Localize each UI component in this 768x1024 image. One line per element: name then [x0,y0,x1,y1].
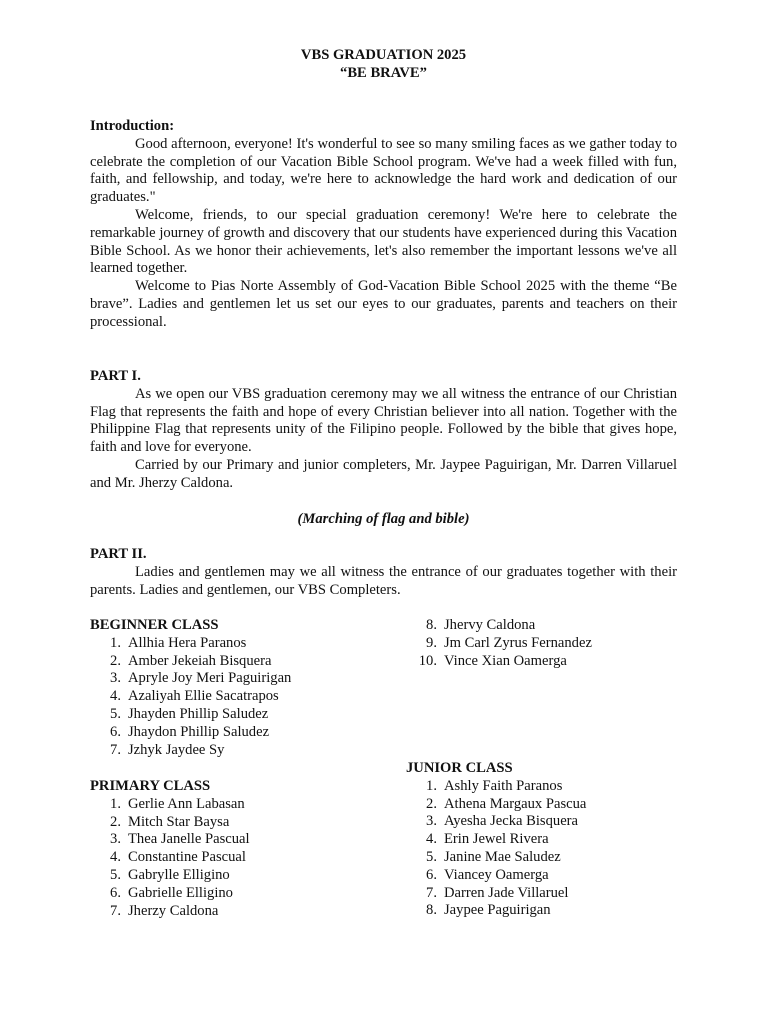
part-two-paragraph: Ladies and gentlemen may we all witness the entrance of our graduates together with their parents. Ladies and gentlemen, our VBS Completers. [90,563,677,598]
junior-class-list [406,760,677,920]
list-number: 2. [110,652,121,669]
list-item [90,670,390,688]
graduate-name: Apryle Joy Meri Paguirigan [128,670,292,687]
primary-class-list [90,778,390,920]
list-number: 9. [426,634,437,651]
introduction-heading: Introduction: [90,118,175,134]
list-item [90,814,390,832]
graduate-name: Thea Janelle Pascual [128,831,250,848]
primary-class-title: PRIMARY CLASS [90,778,211,794]
graduate-name: Vince Xian Oamerga [444,652,567,669]
graduate-name: Jzhyk Jaydee Sy [128,741,225,758]
introduction-paragraph: Good afternoon, everyone! It's wonderful to see so many smiling faces as we gather today to celebrate the completion of our Vacation Bible School program. We've had a week filled with fun, faith, and fellowship, and today, we're here to acknowledge the hard work and dedication of our graduates." [90,135,677,206]
part-one-paragraph: As we open our VBS graduation ceremony may we all witness the entrance of our Christian Flag that represents the faith and hope of every Christian believer into all nation. Together with the Philippine Flag that represents unity of the Filipino people. Followed by the bible that gives hope, faith and love for everyone. [90,385,677,456]
introduction-paragraph: Welcome to Pias Norte Assembly of God-Vacation Bible School 2025 with the theme “Be brave”. Ladies and gentlemen let us set our eyes to our graduates, parents and teachers on their processional. [90,278,677,330]
introduction-section [90,118,677,332]
list-item [406,617,677,635]
list-item [90,831,390,849]
list-number: 7. [110,902,121,919]
part-one-section [90,368,677,493]
graduate-name: Viancey Oamerga [444,866,549,883]
part-two-heading: PART II. [90,546,147,562]
list-number: 8. [426,902,437,919]
beginner-class-title: BEGINNER CLASS [90,617,219,633]
list-number: 3. [426,813,437,830]
list-number: 4. [426,831,437,848]
list-number: 6. [110,723,121,740]
list-number: 4. [110,849,121,866]
list-item [406,813,677,831]
graduate-name: Ashly Faith Paranos [444,777,563,794]
junior-class-title: JUNIOR CLASS [406,760,513,776]
list-item [406,653,677,671]
list-item [406,902,677,920]
stage-direction: (Marching of flag and bible) [297,511,470,527]
graduate-name: Erin Jewel Rivera [444,831,549,848]
list-number: 4. [110,688,121,705]
graduate-name: Gabrylle Elligino [128,866,230,883]
graduate-name: Jherzy Caldona [128,902,219,919]
graduate-name: Gabrielle Elligino [128,884,233,901]
list-number: 10. [418,652,437,669]
list-item [90,724,390,742]
graduate-name: Ayesha Jecka Bisquera [444,813,579,830]
list-number: 5. [426,848,437,865]
list-item [90,849,390,867]
beginner-class-list [90,617,390,759]
part-one-paragraph: Carried by our Primary and junior completers, Mr. Jaypee Paguirigan, Mr. Darren Villaruel and Mr. Jherzy Caldona. [90,456,677,491]
list-number: 2. [426,795,437,812]
list-item [90,742,390,760]
list-number: 3. [110,670,121,687]
graduate-name: Constantine Pascual [128,849,246,866]
graduate-name: Jm Carl Zyrus Fernandez [444,634,592,651]
graduate-name: Athena Margaux Pascua [444,795,587,812]
graduate-name: Amber Jekeiah Bisquera [128,652,272,669]
list-item [90,688,390,706]
list-item [90,903,390,921]
list-number: 7. [426,884,437,901]
graduate-name: Janine Mae Saludez [444,848,561,865]
list-item [406,778,677,796]
list-item [406,867,677,885]
graduate-name: Jhaydon Phillip Saludez [128,723,270,740]
graduate-name: Darren Jade Villaruel [444,884,569,901]
list-number: 1. [110,795,121,812]
part-two-section [90,546,677,599]
document-title: VBS GRADUATION 2025 [300,47,467,63]
list-number: 1. [110,634,121,651]
list-number: 6. [426,866,437,883]
list-item [406,796,677,814]
list-item [406,849,677,867]
list-number: 8. [426,617,437,633]
list-item [90,867,390,885]
list-item [406,885,677,903]
list-number: 5. [110,866,121,883]
list-number: 3. [110,831,121,848]
graduate-name: Jaypee Paguirigan [444,902,551,919]
list-item [90,796,390,814]
graduate-name: Allhia Hera Paranos [128,634,247,651]
list-number: 5. [110,705,121,722]
list-item [90,653,390,671]
graduate-name: Jhervy Caldona [444,617,536,633]
list-number: 6. [110,884,121,901]
document-theme: “BE BRAVE” [340,65,427,81]
list-item [90,885,390,903]
graduate-name: Azaliyah Ellie Sacatrapos [128,688,279,705]
part-one-heading: PART I. [90,368,141,384]
graduate-name: Mitch Star Baysa [128,813,230,830]
list-number: 7. [110,741,121,758]
introduction-paragraph: Welcome, friends, to our special graduation ceremony! We're here to celebrate the remarkable journey of growth and discovery that our students have experienced during this Vacation Bible School. As we honor their achievements, let's also remember the important lessons we've all learned together. [90,206,677,277]
list-item [90,706,390,724]
graduate-name: Jhayden Phillip Saludez [128,705,269,722]
list-number: 2. [110,813,121,830]
list-item [406,635,677,653]
graduate-name: Gerlie Ann Labasan [128,795,245,812]
list-item [406,831,677,849]
list-number: 1. [426,777,437,794]
list-item [90,635,390,653]
beginner-class-list-continued [406,617,677,670]
